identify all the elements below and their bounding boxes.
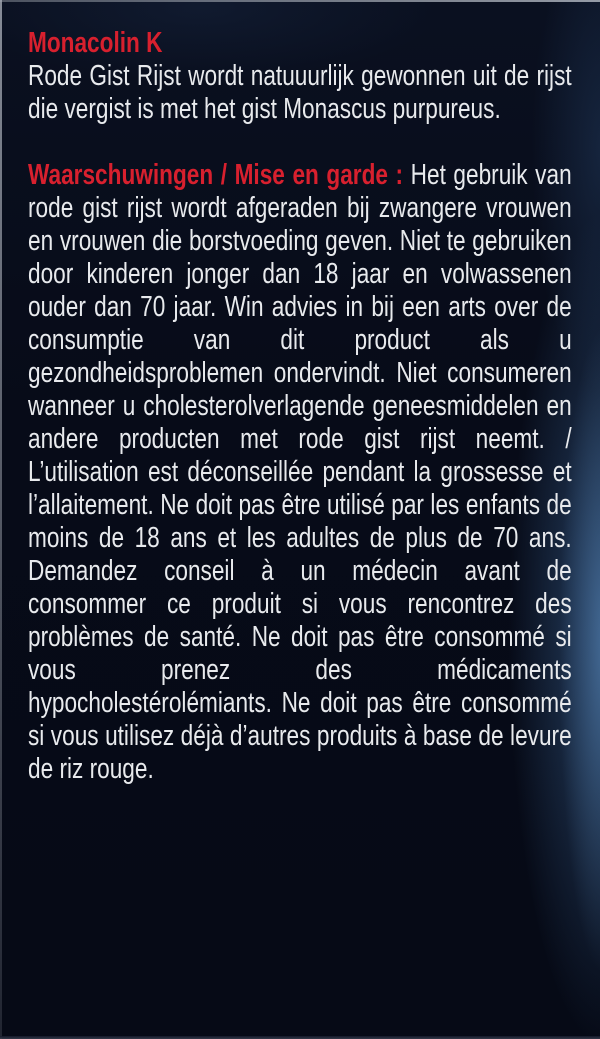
warnings-section: [28, 159, 572, 786]
label-text-column: [28, 27, 572, 786]
label-text-area: [28, 27, 572, 819]
warnings-body: Het gebruik van rode gist rijst wordt afgeraden bij zwangere vrouwen en vrouwen die borstvoeding geven. Niet te gebruiken door kinderen jonger dan 18 jaar en volwassenen ouder dan 70 jaar. Win advies in bij een arts over de consumptie van dit product als u gezondheidsproblemen ondervindt. Niet consumeren wanneer u cholesterolverlagende geneesmiddelen en andere producten met rode gist rijst neemt. / L’utilisation est déconseillée pendant la grossesse et l’allaitement. Ne doit pas être utilisé par les enfants de moins de 18 ans et les adultes de plus de 70 ans. Demandez conseil à un médecin avant de consommer ce produit si vous rencontrez des problèmes de santé. Ne doit pas être consommé si vous prenez des médicaments hypocholestérolémiants. Ne doit pas être consommé si vous utilisez déjà d’autres produits à base de levure de riz rouge.: [28, 159, 572, 785]
ingredient-description: Rode Gist Rijst wordt natuuurlijk gewonnen uit de rijst die vergist is met het gist Monascus purpureus.: [28, 60, 572, 125]
warnings-heading: Waarschuwingen / Mise en garde :: [28, 159, 404, 191]
warnings-paragraph: [28, 159, 572, 786]
package-left-edge-highlight: [0, 0, 2, 1039]
package-top-edge-highlight: [0, 0, 600, 2]
ingredient-section: [28, 27, 572, 126]
ingredient-heading: Monacolin K: [28, 27, 163, 59]
